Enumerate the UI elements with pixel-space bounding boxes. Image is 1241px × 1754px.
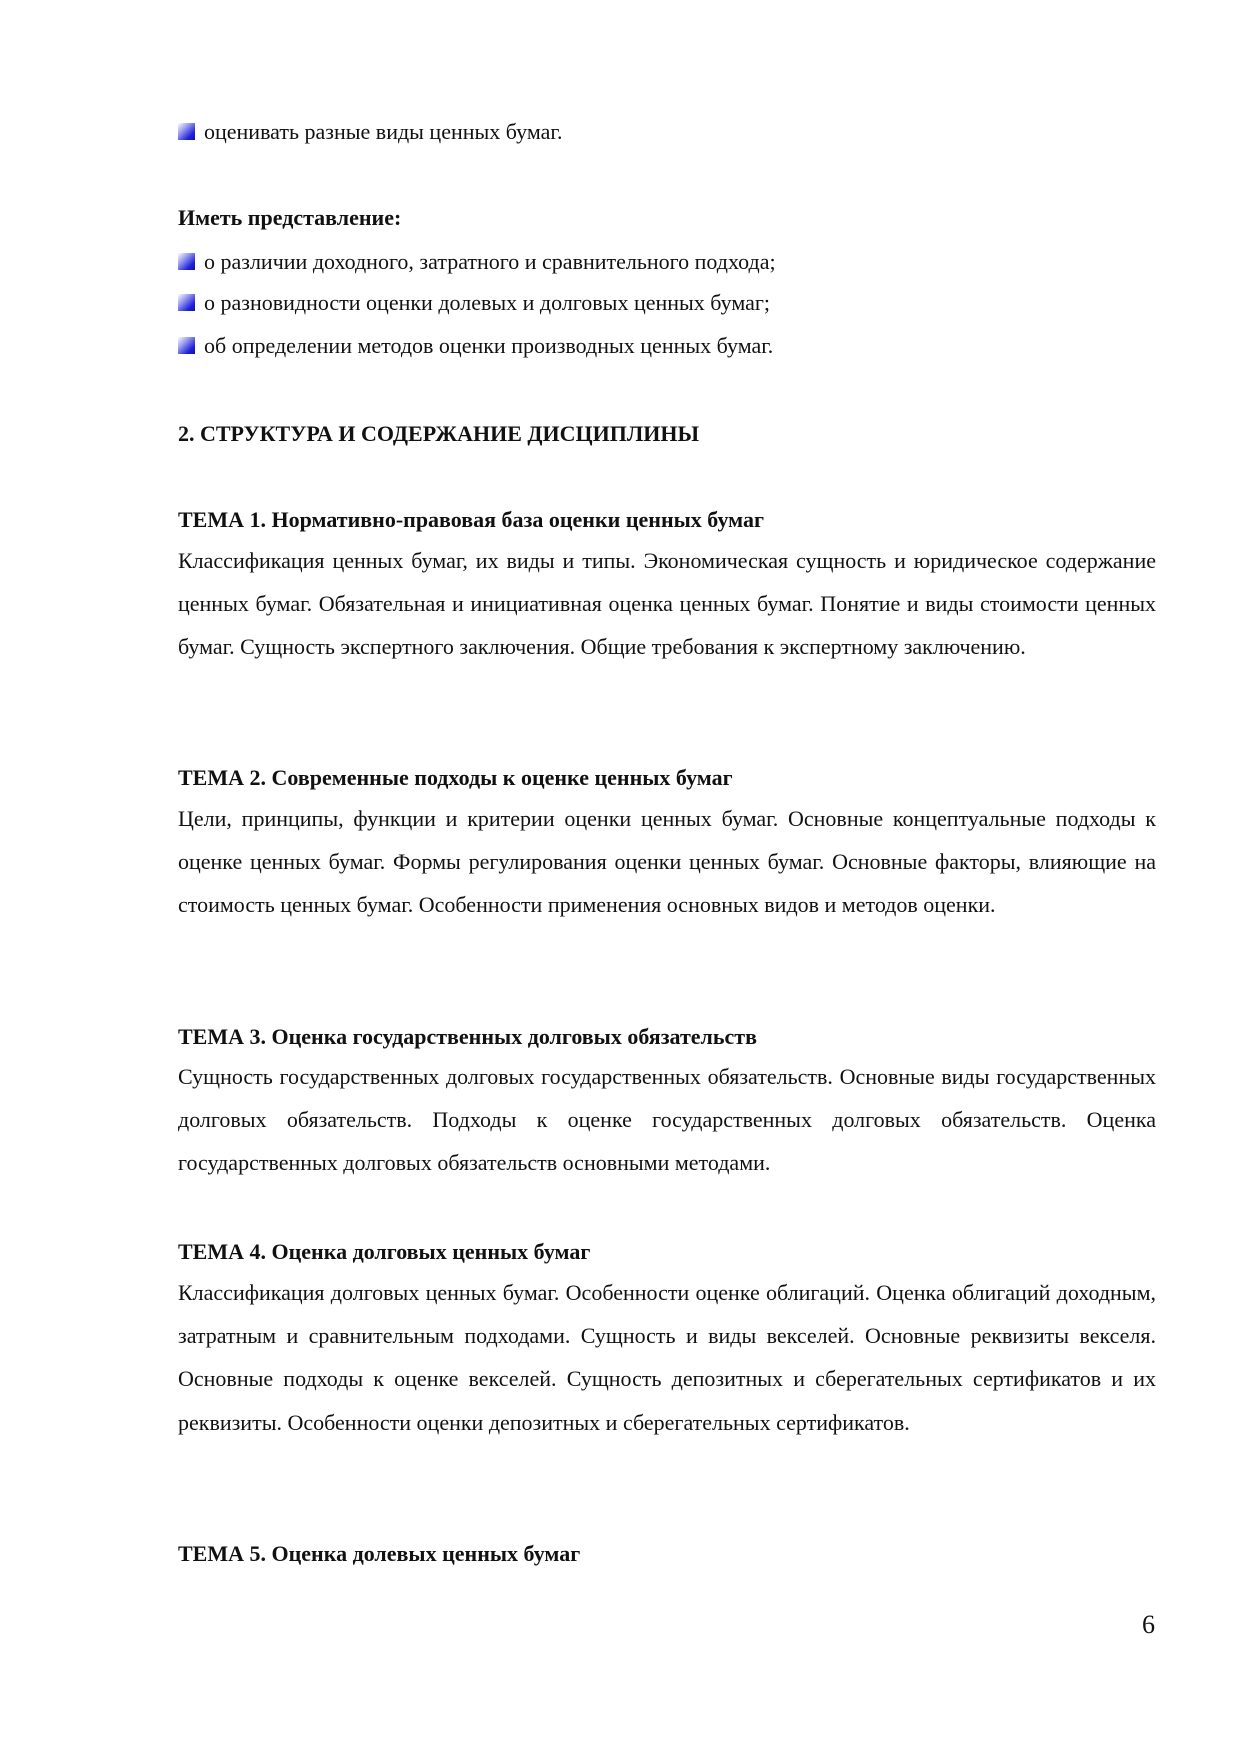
bullet-text: об определении методов оценки производных ценных бумаг.: [204, 333, 774, 358]
topic-title: ТЕМА 1. Нормативно-правовая база оценки ценных бумаг: [178, 507, 764, 532]
bullet-text: оценивать разные виды ценных бумаг.: [204, 119, 563, 144]
section-heading: 2. СТРУКТУРА И СОДЕРЖАНИЕ ДИСЦИПЛИНЫ: [178, 421, 700, 446]
topic-title: ТЕМА 4. Оценка долговых ценных бумаг: [178, 1239, 591, 1264]
list-item: [178, 248, 776, 276]
topic-title: ТЕМА 3. Оценка государственных долговых обязательств: [178, 1024, 757, 1049]
bullet-text: о различии доходного, затратного и сравнительного подхода;: [204, 249, 776, 274]
list-item: [178, 289, 770, 317]
topic-text: Сущность государственных долговых государственных обязательств. Основные виды государственных долговых обязательств. Подходы к оценке государственных долговых обязательств. Оценка государственных долговых обязательств основными методами.: [178, 1064, 1156, 1176]
page-number: 6: [1142, 1610, 1155, 1639]
topic-text: Классификация ценных бумаг, их виды и типы. Экономическая сущность и юридическое содержание ценных бумаг. Обязательная и инициативная оценка ценных бумаг. Понятие и виды стоимости ценных бумаг. Сущность экспертного заключения. Общие требования к экспертному заключению.: [178, 548, 1156, 660]
square-bullet-icon: [178, 337, 195, 354]
square-bullet-icon: [178, 253, 195, 270]
square-bullet-icon: [178, 123, 195, 140]
topic-text: Классификация долговых ценных бумаг. Особенности оценке облигаций. Оценка облигаций доходным, затратным и сравнительным подходами. Сущность и виды векселей. Основные реквизиты векселя. Основные подходы к оценке векселей. Сущность депозитных и сберегательных сертификатов и их реквизиты. Особенности оценки депозитных и сберегательных сертификатов.: [178, 1280, 1156, 1435]
list-item: [178, 118, 562, 146]
section-subheading: Иметь представление:: [178, 205, 402, 230]
topic-title: ТЕМА 5. Оценка долевых ценных бумаг: [178, 1541, 581, 1566]
bullet-text: о разновидности оценки долевых и долговых ценных бумаг;: [204, 290, 771, 315]
list-item: [178, 332, 773, 360]
topic-title: ТЕМА 2. Современные подходы к оценке ценных бумаг: [178, 765, 733, 790]
topic-text: Цели, принципы, функции и критерии оценки ценных бумаг. Основные концептуальные подходы к оценке ценных бумаг. Формы регулирования оценки ценных бумаг. Основные факторы, влияющие на стоимость ценных бумаг. Особенности применения основных видов и методов оценки.: [178, 806, 1156, 918]
square-bullet-icon: [178, 294, 195, 311]
